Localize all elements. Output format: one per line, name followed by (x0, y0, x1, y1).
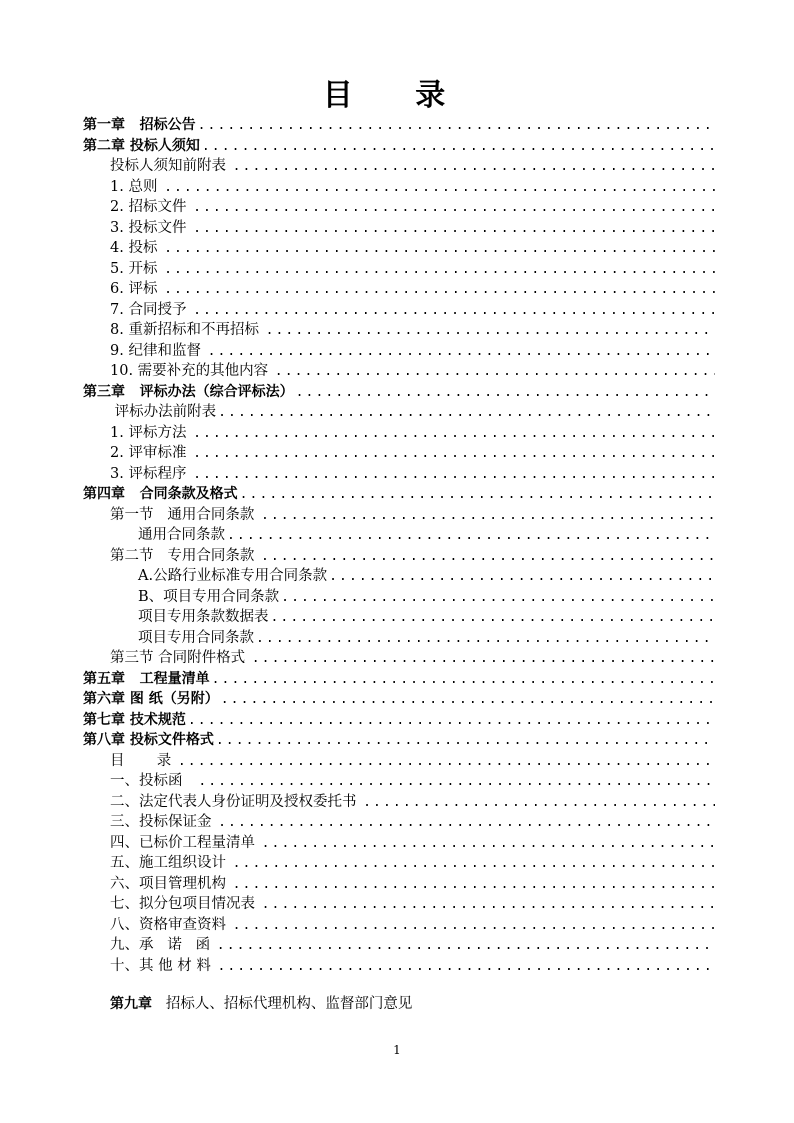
toc-dot-leader (193, 219, 715, 240)
toc-entry[interactable] (83, 320, 715, 341)
toc-dot-leader (212, 670, 715, 691)
toc-entry-label: 评标办法前附表 (110, 404, 217, 420)
toc-entry[interactable] (83, 464, 715, 485)
toc-dot-leader (193, 444, 715, 465)
toc-entry-label: 七、拟分包项目情况表 (110, 896, 260, 912)
toc-dot-leader (240, 485, 715, 506)
toc-dot-leader (271, 608, 716, 629)
toc-dot-leader (216, 731, 715, 752)
toc-entry[interactable] (83, 587, 715, 608)
toc-entry-label: 第二节 专用合同条款 (110, 547, 259, 564)
toc-entry[interactable] (83, 730, 715, 751)
toc-entry[interactable] (83, 402, 715, 423)
page-number: 1 (393, 1043, 401, 1057)
toc-entry[interactable] (83, 238, 715, 259)
toc-entry-label: 二、法定代表人身份证明及授权委托书 (110, 793, 362, 810)
toc-entry[interactable] (83, 525, 715, 546)
toc-dot-leader (217, 936, 715, 957)
toc-entry-label: 7. 合同授予 (110, 301, 192, 318)
toc-entry-label: 第四章 合同条款及格式 (83, 486, 238, 502)
toc-entry[interactable] (83, 279, 715, 300)
toc-entry-label: 1. 评标方法 (110, 424, 192, 441)
toc-entry-label: 8. 重新招标和不再招标 (110, 322, 264, 338)
page-title: 目 录 (322, 78, 472, 113)
toc-entry[interactable] (83, 382, 715, 403)
toc-entry-label: 通用合同条款 (138, 527, 225, 543)
toc-dot-leader (262, 834, 715, 855)
toc-entry-label: 4. 投标 (110, 240, 163, 256)
toc-dot-leader (296, 383, 715, 404)
toc-dot-leader (221, 690, 715, 711)
toc-dot-leader (218, 813, 715, 834)
toc-dot-leader (193, 465, 715, 486)
toc-entry-label: 十、其 他 材 料 (110, 957, 216, 974)
toc-entry-label: 5. 开标 (110, 260, 163, 277)
toc-entry[interactable] (83, 115, 715, 136)
toc-entry[interactable] (83, 566, 715, 587)
toc-dot-leader (329, 567, 715, 588)
toc-entry-label: 九、承 诺 函 (110, 937, 215, 953)
toc-dot-leader (164, 178, 715, 199)
toc-entry[interactable] (83, 771, 715, 792)
toc-entry-label: 6. 评标 (110, 281, 163, 297)
toc-dot-leader (218, 403, 715, 424)
toc-entry[interactable] (83, 505, 715, 526)
table-of-contents (83, 115, 715, 976)
toc-dot-leader (233, 157, 715, 178)
toc-dot-leader (261, 547, 715, 568)
toc-entry-label: 投标人须知前附表 (110, 158, 231, 174)
toc-entry[interactable] (83, 259, 715, 280)
toc-entry[interactable] (83, 156, 715, 177)
toc-entry-label: 10. 需要补充的其他内容 (110, 363, 273, 379)
toc-dot-leader (193, 198, 715, 219)
toc-dot-leader (164, 239, 715, 260)
toc-entry-label: 1. 总则 (110, 178, 163, 195)
toc-dot-leader (256, 629, 715, 650)
toc-entry-label: 第六章 图 纸（另附） (83, 691, 219, 707)
toc-entry[interactable] (83, 177, 715, 198)
toc-entry[interactable] (83, 546, 715, 567)
toc-entry-label: 3. 投标文件 (110, 219, 192, 236)
toc-entry-label: 项目专用合同条款 (138, 629, 254, 646)
toc-dot-leader (164, 280, 715, 301)
toc-entry[interactable] (83, 710, 715, 731)
chapter-9-title: 招标人、招标代理机构、监督部门意见 (152, 996, 413, 1012)
toc-dot-leader (233, 875, 715, 896)
toc-dot-leader (227, 526, 715, 547)
toc-entry-label: 第七章 技术规范 (83, 711, 186, 728)
toc-dot-leader (261, 506, 715, 527)
toc-entry[interactable] (83, 423, 715, 444)
toc-entry[interactable] (83, 894, 715, 915)
toc-dot-leader (193, 301, 715, 322)
toc-entry[interactable] (83, 341, 715, 362)
toc-entry[interactable] (83, 218, 715, 239)
toc-entry-label: 第三章 评标办法（综合评标法） (83, 383, 294, 400)
toc-dot-leader (262, 895, 715, 916)
toc-dot-leader (266, 321, 715, 342)
toc-entry-label: 项目专用条款数据表 (138, 609, 269, 625)
toc-entry[interactable] (83, 300, 715, 321)
toc-dot-leader (217, 957, 715, 978)
toc-entry[interactable] (83, 915, 715, 936)
toc-entry[interactable] (83, 669, 715, 690)
toc-entry[interactable] (83, 833, 715, 854)
toc-entry-label: 目 录 (110, 752, 176, 769)
toc-dot-leader (164, 260, 715, 281)
toc-dot-leader (252, 649, 715, 670)
toc-entry[interactable] (83, 935, 715, 956)
toc-dot-leader (198, 116, 715, 137)
toc-entry[interactable] (83, 751, 715, 772)
toc-entry-label: 9. 纪律和监督 (110, 342, 206, 359)
toc-dot-leader (208, 342, 715, 363)
toc-entry-label: 3. 评标程序 (110, 465, 192, 482)
chapter-9-number: 第九章 (110, 996, 152, 1012)
toc-entry-label: A.公路行业标准专用合同条款 (138, 568, 328, 584)
toc-entry[interactable] (83, 484, 715, 505)
toc-dot-leader (363, 793, 715, 814)
toc-entry-label: 第八章 投标文件格式 (83, 732, 214, 748)
toc-entry[interactable] (83, 607, 715, 628)
toc-dot-leader (275, 362, 715, 383)
toc-entry-label: 2. 评审标准 (110, 445, 192, 461)
toc-entry[interactable] (83, 648, 715, 669)
toc-entry[interactable] (83, 136, 715, 157)
toc-entry[interactable] (83, 361, 715, 382)
toc-dot-leader (202, 137, 715, 158)
toc-entry[interactable] (83, 443, 715, 464)
toc-dot-leader (233, 916, 715, 937)
toc-entry-label: B、项目专用合同条款 (138, 588, 280, 605)
toc-entry-label: 三、投标保证金 (110, 814, 217, 830)
toc-entry[interactable] (83, 628, 715, 649)
toc-entry[interactable] (83, 197, 715, 218)
toc-entry[interactable] (83, 956, 715, 977)
toc-dot-leader (281, 588, 715, 609)
toc-dot-leader (233, 854, 715, 875)
toc-entry-label: 第二章 投标人须知 (83, 137, 200, 154)
toc-entry-label: 第一章 招标公告 (83, 117, 196, 133)
toc-dot-leader (188, 711, 715, 732)
toc-entry-label: 六、项目管理机构 (110, 875, 231, 892)
toc-entry-label: 八、资格审查资料 (110, 916, 231, 933)
toc-entry-chapter-9 (110, 994, 412, 1014)
toc-entry-label: 2. 招标文件 (110, 199, 192, 215)
toc-entry-label: 第五章 工程量清单 (83, 670, 210, 687)
toc-entry-label: 第一节 通用合同条款 (110, 506, 259, 523)
toc-entry-label: 四、已标价工程量清单 (110, 834, 260, 851)
toc-entry-label: 五、施工组织设计 (110, 855, 231, 871)
toc-dot-leader (178, 752, 715, 773)
toc-entry[interactable] (83, 689, 715, 710)
toc-entry-label: 一、投标函 (110, 773, 197, 789)
toc-entry[interactable] (83, 792, 715, 813)
toc-entry[interactable] (83, 853, 715, 874)
toc-dot-leader (198, 772, 715, 793)
toc-entry-label: 第三节 合同附件格式 (110, 650, 250, 666)
toc-entry[interactable] (83, 874, 715, 895)
toc-dot-leader (193, 424, 715, 445)
toc-entry[interactable] (83, 812, 715, 833)
